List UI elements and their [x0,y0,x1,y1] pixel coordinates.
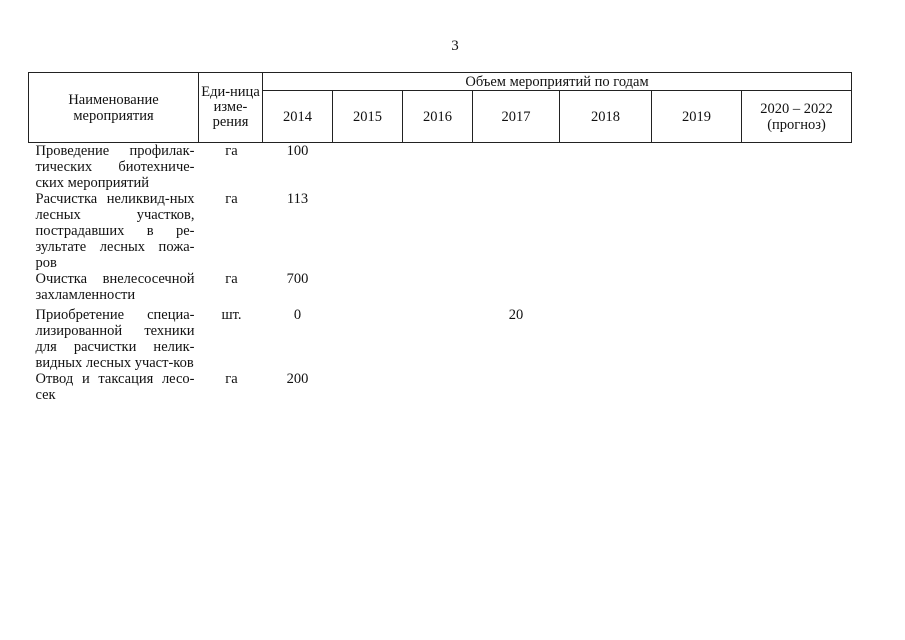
row-unit: га [225,143,238,159]
row-value-2015 [333,271,403,307]
row-value-2014: 200 [286,371,309,387]
header-year-2015: 2015 [333,91,403,143]
row-value-2016 [403,191,473,271]
row-value-2016 [403,371,473,407]
row-value-2016 [403,271,473,307]
row-value-2018 [560,307,652,371]
table-row [29,271,852,307]
row-value-2018 [560,191,652,271]
header-year-2014: 2014 [263,91,333,143]
row-value-2014: 113 [286,191,309,207]
row-value-2017: 20 [508,307,524,323]
row-value-2016 [403,307,473,371]
header-unit: Еди-ница изме-рения [199,73,263,143]
row-value-2019 [652,271,742,307]
row-value-2019 [652,371,742,407]
row-value-2017 [473,191,560,271]
row-name: Проведение профилак-тических биотехниче-ских мероприятий [35,143,195,191]
row-value-2020-2022 [742,271,852,307]
row-value-2018 [560,371,652,407]
activities-table [28,72,852,407]
header-name: Наименование мероприятия [29,73,199,143]
row-value-2015 [333,371,403,407]
table-row [29,191,852,271]
row-unit: га [225,191,238,207]
row-value-2014: 100 [286,143,309,159]
row-unit: шт. [221,307,242,323]
row-value-2020-2022 [742,371,852,407]
row-value-2020-2022 [742,307,852,371]
row-value-2015 [333,143,403,192]
row-value-2014: 0 [293,307,302,323]
row-value-2019 [652,307,742,371]
row-value-2015 [333,191,403,271]
row-name: Приобретение специа-лизированной техники для расчистки нелик-видных лесных участ-ков [35,307,195,371]
header-year-2017: 2017 [473,91,560,143]
row-name: Отвод и таксация лесо-сек [35,371,195,403]
row-value-2015 [333,307,403,371]
row-value-2017 [473,143,560,192]
row-value-2020-2022 [742,143,852,192]
table-row [29,307,852,371]
row-unit: га [225,371,238,387]
table-header [29,73,852,143]
row-value-2014: 700 [286,271,309,287]
row-value-2018 [560,143,652,192]
row-value-2020-2022 [742,191,852,271]
row-name: Очистка внелесосечной захламленности [35,271,195,303]
header-year-2020-2022: 2020 – 2022 (прогноз) [742,91,852,143]
header-year-2016: 2016 [403,91,473,143]
row-name: Расчистка неликвид-ных лесных участков, пострадавших в ре-зультате лесных пожа-ров [35,191,195,271]
row-value-2017 [473,271,560,307]
row-value-2016 [403,143,473,192]
table-row [29,143,852,192]
header-year-2019: 2019 [652,91,742,143]
table-body [29,143,852,408]
row-unit: га [225,271,238,287]
row-value-2019 [652,143,742,192]
header-group: Объем мероприятий по годам [263,73,852,91]
row-value-2017 [473,371,560,407]
row-value-2018 [560,271,652,307]
page-number: 3 [451,38,459,54]
table-row [29,371,852,407]
header-year-2018: 2018 [560,91,652,143]
row-value-2019 [652,191,742,271]
